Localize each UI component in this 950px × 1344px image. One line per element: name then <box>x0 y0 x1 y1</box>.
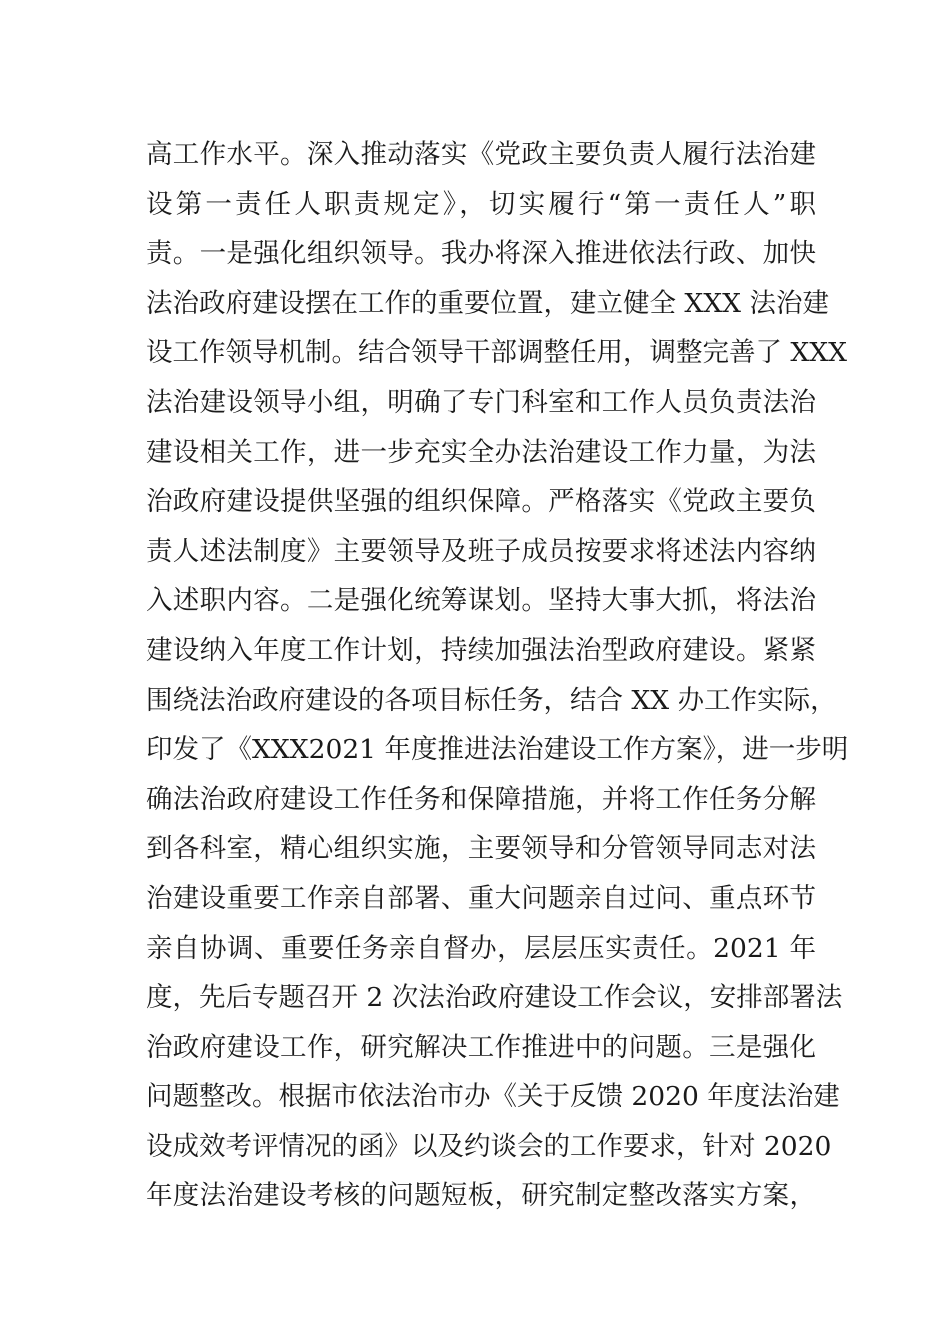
text-line-3: 责。一是强化组织领导。我办将深入推进依法行政、加快 <box>146 238 816 270</box>
text-line-5: 设工作领导机制。结合领导干部调整任用，调整完善了 XXX <box>146 337 848 369</box>
text-line-9: 责人述法制度》主要领导及班子成员按要求将述法内容纳 <box>146 535 816 567</box>
text-line-19: 治政府建设工作，研究解决工作推进中的问题。三是强化 <box>146 1031 816 1063</box>
text-line-20: 问题整改。根据市依法治市办《关于反馈 2020 年度法治建 <box>146 1081 840 1113</box>
text-line-10: 入述职内容。二是强化统筹谋划。坚持大事大抓，将法治 <box>146 585 816 617</box>
text-line-13: 印发了《XXX2021 年度推进法治建设工作方案》，进一步明 <box>146 734 849 766</box>
text-line-4: 法治政府建设摆在工作的重要位置，建立健全 XXX 法治建 <box>146 287 829 319</box>
text-line-15: 到各科室，精心组织实施，主要领导和分管领导同志对法 <box>146 833 816 865</box>
text-line-1: 高工作水平。深入推动落实《党政主要负责人履行法治建 <box>146 139 816 170</box>
text-line-17: 亲自协调、重要任务亲自督办，层层压实责任。2021 年 <box>146 932 816 964</box>
text-line-6: 法治建设领导小组，明确了专门科室和工作人员负责法治 <box>146 386 816 418</box>
text-line-2: 设第一责任人职责规定》，切实履行“第一责任人”职 <box>146 188 816 220</box>
body-text <box>146 130 849 1221</box>
text-line-22: 年度法治建设考核的问题短板，研究制定整改落实方案， <box>146 1180 816 1212</box>
text-line-16: 治建设重要工作亲自部署、重大问题亲自过问、重点环节 <box>146 882 816 914</box>
text-line-18: 度，先后专题召开 2 次法治政府建设工作会议，安排部署法 <box>146 982 843 1014</box>
text-line-14: 确法治政府建设工作任务和保障措施，并将工作任务分解 <box>146 783 816 815</box>
text-line-11: 建设纳入年度工作计划，持续加强法治型政府建设。紧紧 <box>146 634 816 666</box>
text-line-8: 治政府建设提供坚强的组织保障。严格落实《党政主要负 <box>146 486 816 518</box>
text-line-12: 围绕法治政府建设的各项目标任务，结合 XX 办工作实际， <box>146 684 837 716</box>
text-line-7: 建设相关工作，进一步充实全办法治建设工作力量，为法 <box>146 436 816 468</box>
text-line-21: 设成效考评情况的函》以及约谈会的工作要求，针对 2020 <box>146 1130 832 1162</box>
